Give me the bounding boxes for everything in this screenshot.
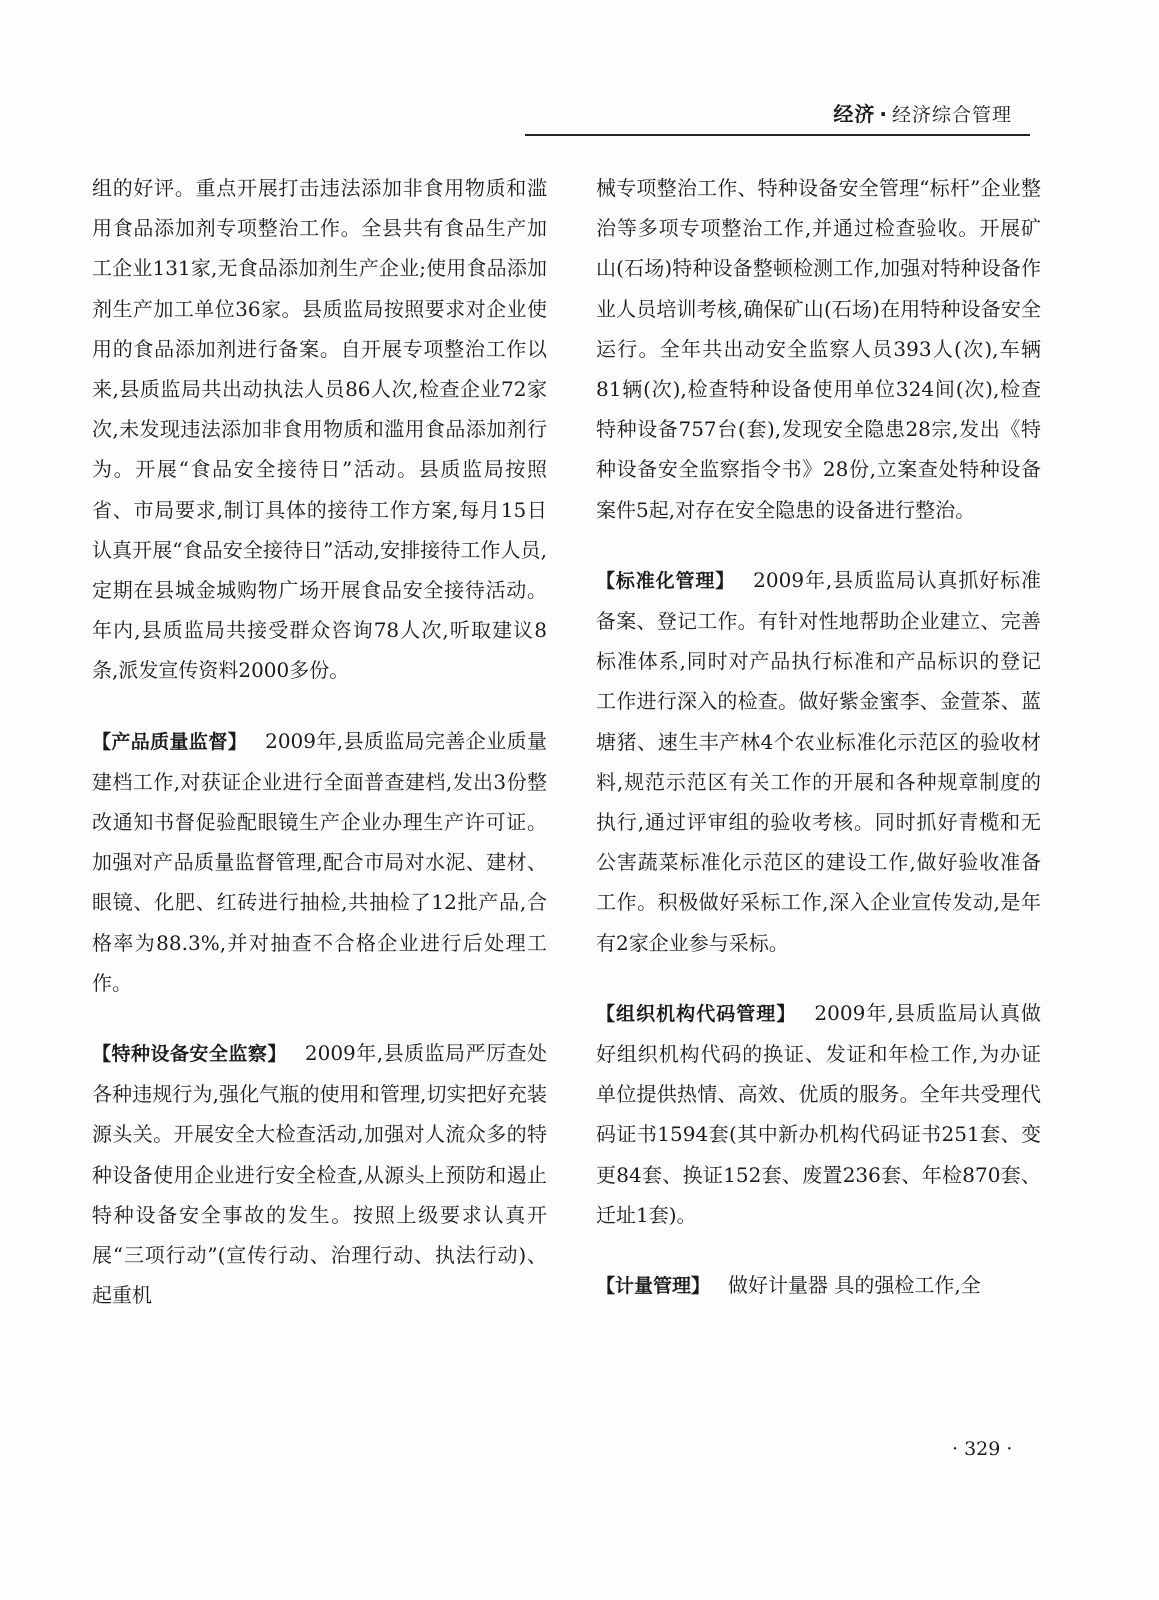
- right-paragraph-org-code: [596, 993, 1041, 1235]
- left-paragraph-special-equipment: [92, 1033, 547, 1315]
- section-body-org-code: 2009年,县质监局认真做好组织机构代码的换证、发证和年检工作,为办证单位提供热情、高效、优质的服务。全年共受理代码证书1594套(其中新办机构代码证书251套、变更84套、换证152套、废置236套、年检870套、迁址1套)。: [596, 1000, 1041, 1227]
- section-heading-org-code: 【组织机构代码管理】: [596, 1002, 797, 1025]
- header-rule: [525, 134, 1030, 136]
- left-paragraph-product-quality: [92, 721, 547, 1003]
- section-body-product-quality: 2009年,县质监局完善企业质量建档工作,对获证企业进行全面普查建档,发出3份整改通知书督促验配眼镜生产企业办理生产许可证。加强对产品质量监督管理,配合市局对水泥、建材、眼镜、化肥、红砖进行抽检,共抽检了12批产品,合格率为88.3%,并对抽查不合格企业进行后处理工作。: [92, 728, 547, 995]
- section-body-special-equipment: 2009年,县质监局严厉查处各种违规行为,强化气瓶的使用和管理,切实把好充装源头关。开展安全大检查活动,加强对人流众多的特种设备使用企业进行安全检查,从源头上预防和遏止特种设备安全事故的发生。按照上级要求认真开展“三项行动”(宣传行动、治理行动、执法行动)、起重机: [92, 1041, 547, 1308]
- right-paragraph-standardization: [596, 560, 1041, 963]
- left-paragraph-1: 组的好评。重点开展打击违法添加非食用物质和滥用食品添加剂专项整治工作。全县共有食品生产加工企业131家,无食品添加剂生产企业;使用食品添加剂生产加工单位36家。县质监局按照要求对企业使用的食品添加剂进行备案。自开展专项整治工作以来,县质监局共出动执法人员86人次,检查企业72家次,未发现违法添加非食用物质和滥用食品添加剂行为。开展“食品安全接待日”活动。县质监局按照省、市局要求,制订具体的接待工作方案,每月15日认真开展“食品安全接待日”活动,安排接待工作人员,定期在县城金城购物广场开展食品安全接待活动。年内,县质监局共接受群众咨询78人次,听取建议8条,派发宣传资料2000多份。: [92, 176, 547, 683]
- page-number: · 329 ·: [952, 1438, 1013, 1460]
- section-heading-metrology: 【计量管理】: [596, 1275, 711, 1298]
- left-column: [92, 168, 547, 1315]
- right-paragraph-metrology: [596, 1265, 1041, 1306]
- header-subsection: 经济综合管理: [891, 104, 1012, 126]
- running-header: [525, 98, 1030, 138]
- header-section: 经济: [833, 102, 876, 126]
- section-heading-product-quality: 【产品质量监督】: [92, 730, 248, 753]
- header-separator: ·: [879, 102, 888, 126]
- header-title: [833, 98, 1012, 127]
- right-paragraph-1: 械专项整治工作、特种设备安全管理“标杆”企业整治等多项专项整治工作,并通过检查验收。开展矿山(石场)特种设备整顿检测工作,加强对特种设备作业人员培训考核,确保矿山(石场)在用特种设备安全运行。全年共出动安全监察人员393人(次),车辆81辆(次),检查特种设备使用单位324间(次),检查特种设备757台(套),发现安全隐患28宗,发出《特种设备安全监察指令书》28份,立案查处特种设备案件5起,对存在安全隐患的设备进行整治。: [596, 176, 1041, 522]
- right-column: [596, 168, 1041, 1306]
- section-heading-standardization: 【标准化管理】: [596, 569, 736, 592]
- section-heading-special-equipment: 【特种设备安全监察】: [92, 1043, 287, 1066]
- section-body-metrology: 做好计量器 具的强检工作,全: [728, 1273, 981, 1298]
- section-body-standardization: 2009年,县质监局认真抓好标准备案、登记工作。有针对性地帮助企业建立、完善标准体系,同时对产品执行标准和产品标识的登记工作进行深入的检查。做好紫金蜜李、金萱茶、蓝塘猪、速生丰产林4个农业标准化示范区的验收材料,规范示范区有关工作的开展和各种规章制度的执行,通过评审组的验收考核。同时抓好青榄和无公害蔬菜标准化示范区的建设工作,做好验收准备工作。积极做好采标工作,深入企业宣传发动,是年有2家企业参与采标。: [596, 567, 1041, 955]
